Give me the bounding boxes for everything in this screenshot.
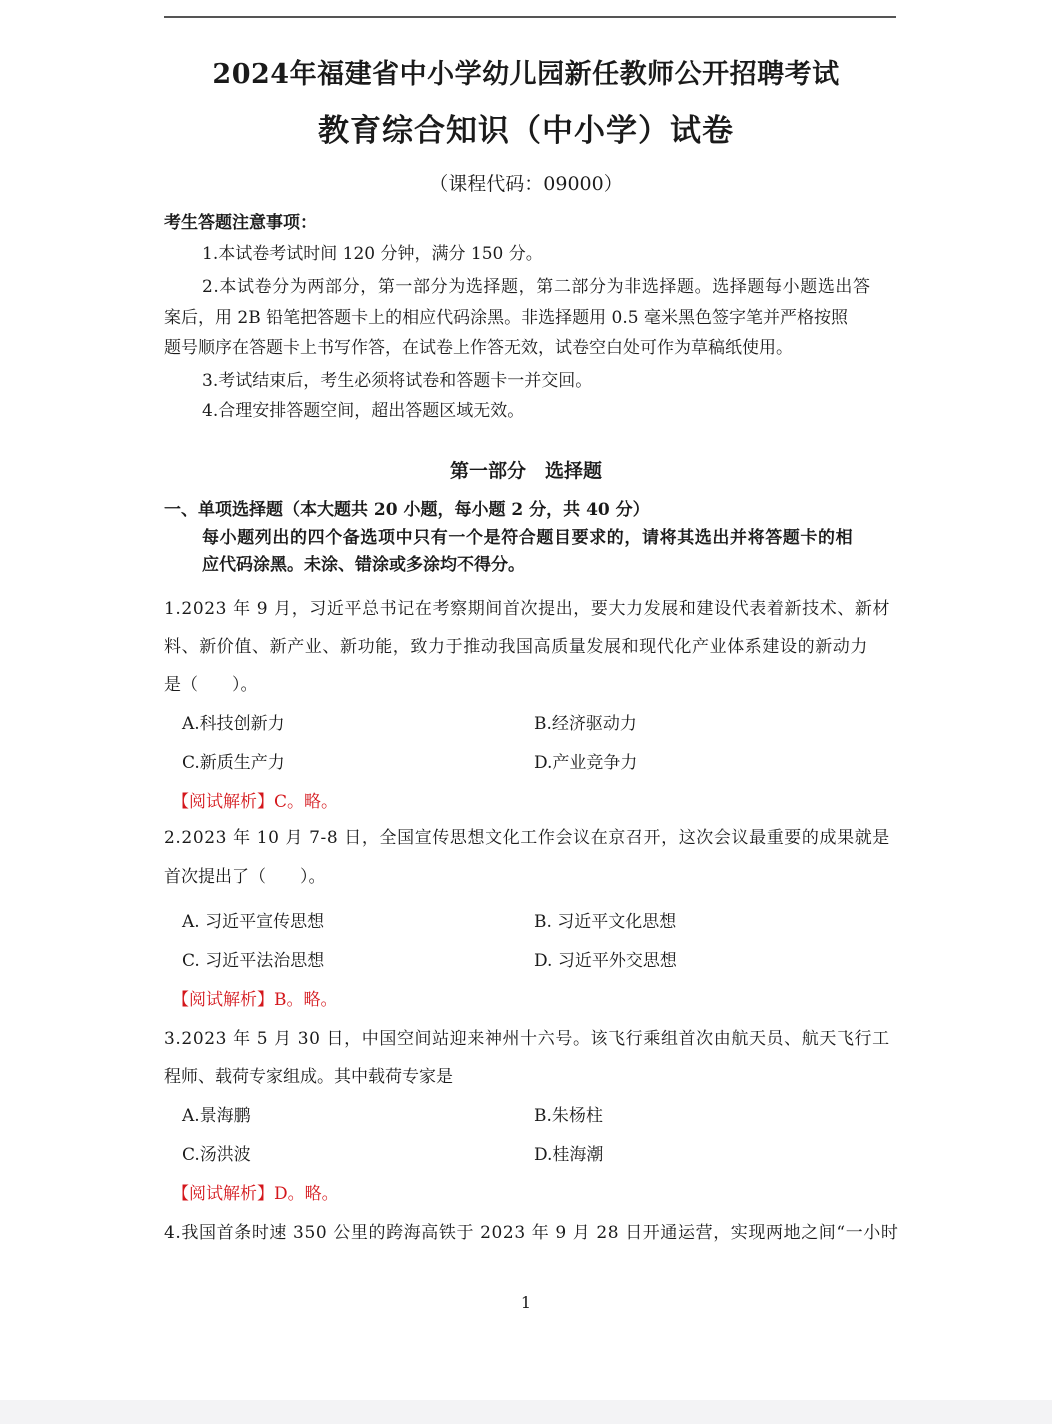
- notice-item-2-line-3: 题号顺序在答题卡上书写作答，在试卷上作答无效，试卷空白处可作为草稿纸使用。: [164, 338, 793, 358]
- question-1-option-d: D.产业竞争力: [534, 753, 638, 773]
- question-2-option-a: A. 习近平宣传思想: [182, 912, 325, 932]
- question-3-option-d: D.桂海潮: [534, 1145, 604, 1165]
- notice-item-3: 3.考试结束后，考生必须将试卷和答题卡一并交回。: [202, 371, 593, 391]
- question-4-stem-line-1: 4.我国首条时速 350 公里的跨海高铁于 2023 年 9 月 28 日开通运营，实现两地之间“一小时: [164, 1223, 899, 1243]
- question-1-option-c: C.新质生产力: [182, 753, 285, 773]
- question-2-analysis: [172, 985, 338, 1010]
- paper-title: 教育综合知识（中小学）试卷: [318, 113, 734, 149]
- question-2-stem-line-1: 2.2023 年 10 月 7-8 日，全国宣传思想文化工作会议在京召开，这次会议最重要的成果就是: [164, 828, 890, 848]
- notice-item-2-line-1: 2.本试卷分为两部分，第一部分为选择题，第二部分为非选择题。选择题每小题选出答: [202, 277, 871, 297]
- question-1-stem-line-1: 1.2023 年 9 月，习近平总书记在考察期间首次提出，要大力发展和建设代表着新技术、新材: [164, 599, 891, 619]
- analysis-label: 【阅试解析】: [172, 792, 274, 812]
- notice-heading: 考生答题注意事项：: [164, 213, 317, 233]
- header-rule: [164, 16, 896, 18]
- instruction-line-2: 应代码涂黑。未涂、错涂或多涂均不得分。: [202, 555, 525, 575]
- question-1-analysis: [172, 787, 338, 812]
- question-2-option-b: B. 习近平文化思想: [534, 912, 677, 932]
- question-2-stem-line-2: 首次提出了（ ）。: [164, 867, 326, 887]
- question-3-stem-line-1: 3.2023 年 5 月 30 日，中国空间站迎来神州十六号。该飞行乘组首次由航天员、航天飞行工: [164, 1029, 890, 1049]
- question-3-option-a: A.景海鹏: [182, 1106, 251, 1126]
- part-heading: 一、单项选择题（本大题共 20 小题，每小题 2 分，共 40 分）: [164, 500, 650, 520]
- question-3-option-b: B.朱杨柱: [534, 1106, 603, 1126]
- analysis-text: B。略。: [274, 990, 338, 1010]
- section-title: 第一部分 选择题: [449, 460, 602, 482]
- question-3-option-c: C.汤洪波: [182, 1145, 251, 1165]
- analysis-label: 【阅试解析】: [172, 1184, 274, 1204]
- question-1-stem-line-2: 料、新价值、新产业、新功能，致力于推动我国高质量发展和现代化产业体系建设的新动力: [164, 637, 868, 657]
- question-1-option-b: B.经济驱动力: [534, 714, 637, 734]
- page-number: 1: [520, 1293, 532, 1312]
- notice-item-2-line-2: 案后，用 2B 铅笔把答题卡上的相应代码涂黑。非选择题用 0.5 毫米黑色签字笔并严格按照: [164, 308, 848, 328]
- question-3-stem-line-2: 程师、载荷专家组成。其中载荷专家是: [164, 1067, 453, 1087]
- question-1-stem-line-3: 是（ ）。: [164, 675, 258, 695]
- notice-item-1: 1.本试卷考试时间 120 分钟，满分 150 分。: [202, 244, 543, 264]
- analysis-label: 【阅试解析】: [172, 990, 274, 1010]
- instruction-line-1: 每小题列出的四个备选项中只有一个是符合题目要求的，请将其选出并将答题卡的相: [202, 528, 854, 548]
- question-3-analysis: [172, 1179, 339, 1204]
- question-1-option-a: A.科技创新力: [182, 714, 285, 734]
- notice-item-4: 4.合理安排答题空间，超出答题区域无效。: [202, 401, 525, 421]
- question-2-option-d: D. 习近平外交思想: [534, 951, 677, 971]
- analysis-text: C。略。: [274, 792, 339, 812]
- exam-title: 2024年福建省中小学幼儿园新任教师公开招聘考试: [212, 59, 840, 90]
- course-code: （课程代码：09000）: [429, 173, 623, 195]
- analysis-text: D。略。: [274, 1184, 339, 1204]
- question-2-option-c: C. 习近平法治思想: [182, 951, 325, 971]
